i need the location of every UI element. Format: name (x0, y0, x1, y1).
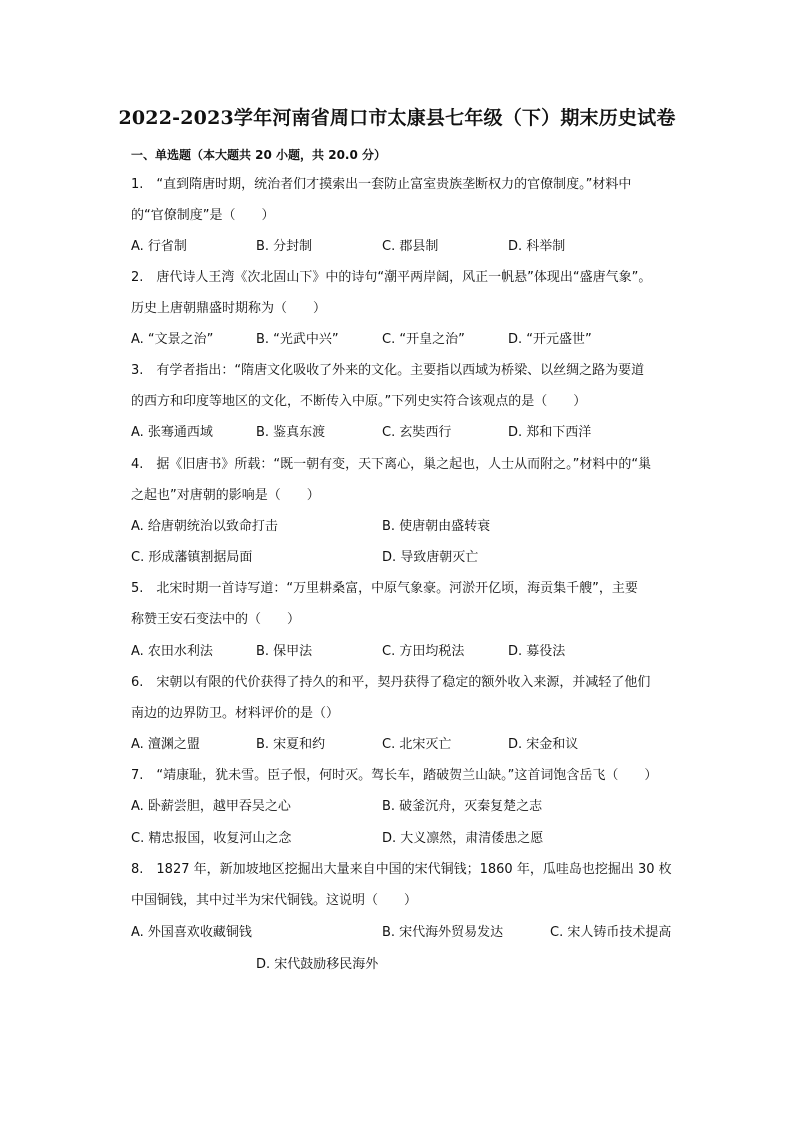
question-2-option-d: D. “开元盛世” (508, 332, 592, 347)
question-6-line-1: 6. 宋朝以有限的代价获得了持久的和平，契丹获得了稳定的额外收入来源，并减轻了他们 (131, 675, 651, 690)
question-2-option-a: A. “文景之治” (131, 332, 214, 347)
question-1-option-a: A. 行省制 (131, 239, 187, 254)
question-5-option-a: A. 农田水利法 (131, 644, 213, 659)
question-7-option-d: D. 大义凛然，肃清倭患之愿 (382, 831, 544, 846)
question-4-line-1: 4. 据《旧唐书》所载：“既一朝有变，天下离心，巢之起也，人士从而附之。”材料中的“巢 (131, 457, 652, 472)
section-heading: 一、单选题（本大题共 20 小题，共 20.0 分） (131, 148, 387, 162)
question-4-option-c: C. 形成藩镇割据局面 (131, 550, 253, 565)
question-5-line-2: 称赞王安石变法中的（ ） (131, 612, 301, 627)
question-3-option-c: C. 玄奘西行 (382, 425, 452, 440)
question-1-line-1: 1. “直到隋唐时期，统治者们才摸索出一套防止富室贵族垄断权力的官僚制度。”材料中 (131, 177, 632, 192)
question-6-option-d: D. 宋金和议 (508, 737, 579, 752)
question-4-option-b: B. 使唐朝由盛转衰 (382, 519, 491, 534)
question-6-option-c: C. 北宋灭亡 (382, 737, 452, 752)
question-7-option-c: C. 精忠报国，收复河山之念 (131, 831, 292, 846)
question-7-line-1: 7. “靖康耻，犹未雪。臣子恨，何时灭。驾长车，踏破贺兰山缺。”这首词饱含岳飞（ ） (131, 768, 658, 783)
question-5-option-c: C. 方田均税法 (382, 644, 465, 659)
question-2-option-c: C. “开皇之治” (382, 332, 465, 347)
question-8-line-2: 中国铜钱，其中过半为宋代铜钱。这说明（ ） (131, 893, 418, 908)
question-5-option-b: B. 保甲法 (256, 644, 313, 659)
question-1-line-2: 的“官僚制度”是（ ） (131, 208, 275, 223)
question-8-option-a: A. 外国喜欢收藏铜钱 (131, 925, 252, 940)
question-2-line-2: 历史上唐朝鼎盛时期称为（ ） (131, 301, 327, 316)
question-4-line-2: 之起也”对唐朝的影响是（ ） (131, 488, 320, 503)
question-2-line-1: 2. 唐代诗人王湾《次北固山下》中的诗句“潮平两岸阔，风正一帆悬”体现出“盛唐气象”。 (131, 270, 652, 285)
question-6-option-b: B. 宋夏和约 (256, 737, 326, 752)
question-3-option-a: A. 张骞通西域 (131, 425, 213, 440)
question-2-option-b: B. “光武中兴” (256, 332, 339, 347)
question-8-option-c: C. 宋人铸币技术提高 (550, 925, 672, 940)
question-7-option-b: B. 破釜沉舟，灭秦复楚之志 (382, 799, 543, 814)
question-6-option-a: A. 澶渊之盟 (131, 737, 200, 752)
question-5-line-1: 5. 北宋时期一首诗写道：“万里耕桑富，中原气象豪。河淤开亿顷，海贡集千艘”，主要 (131, 581, 638, 596)
question-1-option-d: D. 科举制 (508, 239, 566, 254)
question-3-option-d: D. 郑和下西洋 (508, 425, 592, 440)
question-3-line-1: 3. 有学者指出：“隋唐文化吸收了外来的文化。主要指以西域为桥梁、以丝绸之路为要道 (131, 363, 645, 378)
question-1-option-b: B. 分封制 (256, 239, 313, 254)
question-3-option-b: B. 鉴真东渡 (256, 425, 326, 440)
question-4-option-d: D. 导致唐朝灭亡 (382, 550, 479, 565)
question-5-option-d: D. 募役法 (508, 644, 566, 659)
exam-title: 2022-2023学年河南省周口市太康县七年级（下）期末历史试卷 (118, 107, 676, 129)
question-4-option-a: A. 给唐朝统治以致命打击 (131, 519, 278, 534)
question-6-line-2: 南边的边界防卫。材料评价的是（） (131, 706, 340, 721)
question-8-option-b: B. 宋代海外贸易发达 (382, 925, 504, 940)
question-3-line-2: 的西方和印度等地区的文化，不断传入中原。”下列史实符合该观点的是（ ） (131, 394, 587, 409)
question-8-option-d: D. 宋代鼓励移民海外 (256, 957, 379, 972)
question-7-option-a: A. 卧薪尝胆，越甲吞吴之心 (131, 799, 291, 814)
question-8-line-1: 8. 1827 年，新加坡地区挖掘出大量来自中国的宋代铜钱；1860 年，瓜哇岛也挖掘出 30 枚 (131, 862, 672, 877)
question-1-option-c: C. 郡县制 (382, 239, 439, 254)
